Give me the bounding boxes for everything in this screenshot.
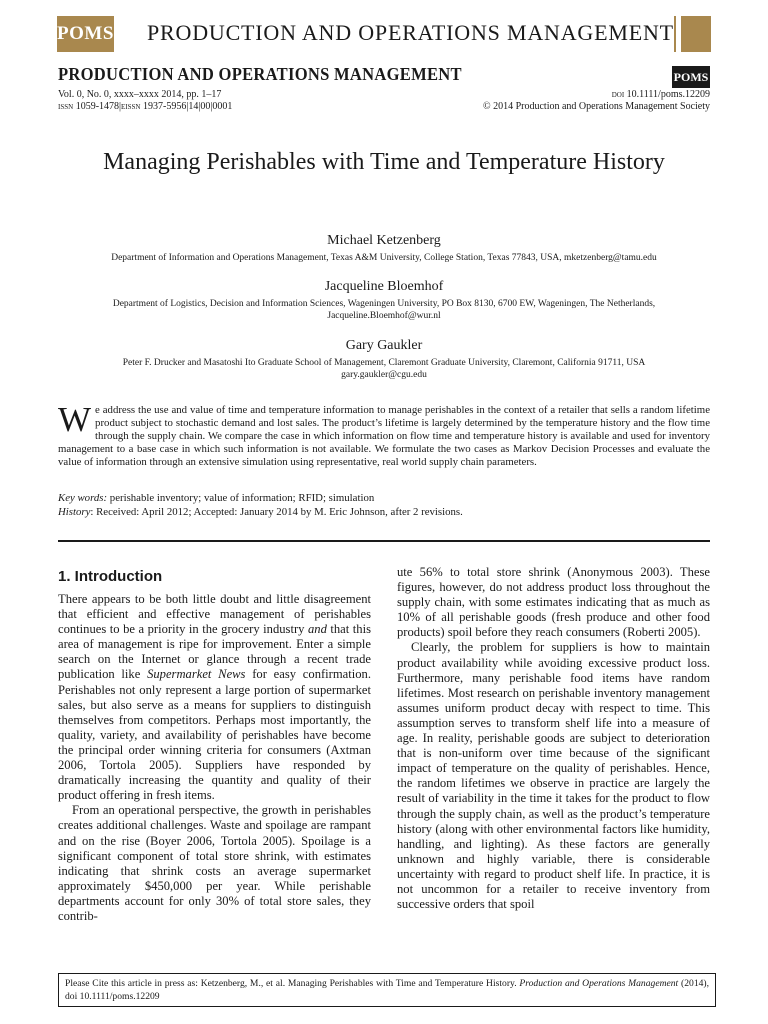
author-affiliation: Department of Logistics, Decision and Information Sciences, Wageningen University, PO Box 8130, 6700 EW, Wageningen, The Netherlands, Jacqueline.Bloemhof@wur.nl	[112, 299, 656, 321]
history-label: History	[58, 506, 91, 518]
banner-decor-line	[674, 16, 676, 52]
citation-doi: (2014), doi 10.1111/poms.12209	[65, 978, 710, 1002]
doi-value[interactable]: 10.1111/poms.12209	[624, 89, 710, 100]
body-column-left	[58, 592, 371, 924]
issue-meta	[58, 89, 232, 113]
citation-text: Please Cite this article in press as: Ketzenberg, M., et al. Managing Perishables with Time and Temperature History.	[65, 978, 520, 989]
doi-info	[483, 89, 710, 101]
keywords-text: perishable inventory; value of information; RFID; simulation	[107, 492, 375, 504]
paper-title: Managing Perishables with Time and Temperature History	[103, 149, 665, 175]
author-name: Gary Gaukler	[345, 338, 423, 353]
publication-name: Supermarket News	[147, 667, 246, 682]
author-name: Michael Ketzenberg	[327, 233, 441, 248]
history-text: : Received: April 2012; Accepted: January 2014 by M. Eric Johnson, after 2 revisions.	[90, 506, 463, 518]
text-run: for easy confirmation. Perishables not only represent a large portion of supermarket sales, but also serve as a means for suppliers to distinguish themselves from competitors. Perhaps most importantly, the quality, variety, and availability of perishables have become the principal order winning criteria for consumers (Axtman 2006, Tortola 2005). Suppliers have responded by dramatically increasing the quantity and quality of their product offering in fresh items.	[58, 667, 371, 803]
issn-label: issn	[58, 101, 74, 112]
abstract	[58, 400, 710, 469]
banner-decor-bar	[681, 16, 711, 52]
abstract-text: e address the use and value of time and temperature information to manage perishables in the context of a retailer that sells a random lifetime product subject to stochastic demand and lost sales. The product’s lifetime is largely determined by the temperature history and the flow time through the supply chain. We compare the case in which information on flow time and temperature history is available and used for inventory management to a base case in which such information is not available. We formulate the two cases as Markov Decision Processes and evaluate the value of information through an extensive simulation using representative, real world supply chain parameters.	[58, 404, 710, 468]
poms-small-logo: POMS	[672, 66, 710, 88]
copyright: © 2014 Production and Operations Management Society	[483, 101, 710, 112]
history	[58, 505, 463, 519]
banner-journal-title: PRODUCTION AND OPERATIONS MANAGEMENT	[147, 20, 674, 45]
author-affiliation: Peter F. Drucker and Masatoshi Ito Graduate School of Management, Claremont Graduate University, Claremont, California 91711, USA gary.gaukler@cgu.edu	[122, 358, 646, 380]
paragraph: ute 56% to total store shrink (Anonymous 2003). These figures, however, do not address product loss throughout the supply chain, with some estimates indicating that as much as 10% of all perishable goods (fresh produce and other food products) spoil before they reach consumers (Roberti 2005).	[397, 565, 710, 640]
section-heading: 1. Introduction	[58, 568, 163, 585]
abstract-dropcap: W	[58, 400, 92, 439]
issn-info	[58, 101, 232, 113]
paragraph	[58, 592, 371, 803]
citation-box	[58, 973, 716, 1007]
poms-banner-logo: POMS	[57, 16, 114, 52]
text-run: and	[307, 622, 327, 637]
text-run: There appears to be both little doubt and little disagreement that efficient and effective management of perishables continues to be a priority in the grocery industry	[58, 592, 371, 637]
eissn-label: |eissn	[119, 101, 141, 112]
keywords-label: Key words:	[58, 492, 108, 504]
paragraph: Clearly, the problem for suppliers is how to maintain product availability while avoiding excessive product loss. Furthermore, many perishable food items have random lifetimes. Most research on perishable inventory management assumes uniform product decay with respect to time. This assumption serves to transform shelf life into a measure of age. In reality, perishable goods are subject to deterioration that is non-uniform over time because of the significant impact of temperature on the quality of perishables. Hence, the random lifetimes we observe in practice are largely the result of variability in the time it takes for the product to flow through the supply chain, as well as the product’s temperature history (along with other environmental factors like humidity, handling, and lighting). As these factors are generally unknown and highly variable, there is considerable uncertainty with regard to product shelf life. In practice, it is not uncommon for a retailer to receive inventory from successive orders that spoil	[397, 640, 710, 912]
section-divider	[58, 540, 710, 542]
citation-journal: Production and Operations Management	[519, 978, 679, 989]
keywords	[58, 491, 374, 505]
volume-info: Vol. 0, No. 0, xxxx–xxxx 2014, pp. 1–17	[58, 89, 222, 100]
paragraph: From an operational perspective, the growth in perishables creates additional challenges. Waste and spoilage are rampant and on the rise (Boyer 2006, Tortola 2005). Spoilage is a significant component of total store shrink, with estimates indicating that shrink costs an average supermarket approximately $450,000 per year. While perishable departments account for only 30% of total store sales, they contrib-	[58, 803, 371, 923]
eissn-value: 1937-5956|14|00|0001	[140, 101, 233, 112]
issn-value: 1059-1478	[73, 101, 120, 112]
journal-title: PRODUCTION AND OPERATIONS MANAGEMENT	[58, 64, 462, 84]
doi-label: doi	[611, 89, 625, 100]
text-run: that this area of management is ripe for improvement. Enter a simple search on the Internet or glance through a recent trade publication like	[58, 622, 371, 682]
body-column-right	[397, 565, 710, 912]
author-name: Jacqueline Bloemhof	[324, 279, 444, 294]
doi-meta	[483, 89, 710, 113]
author-affiliation: Department of Information and Operations Management, Texas A&M University, College Station, Texas 77843, USA, mketzenberg@tamu.edu	[111, 253, 657, 263]
